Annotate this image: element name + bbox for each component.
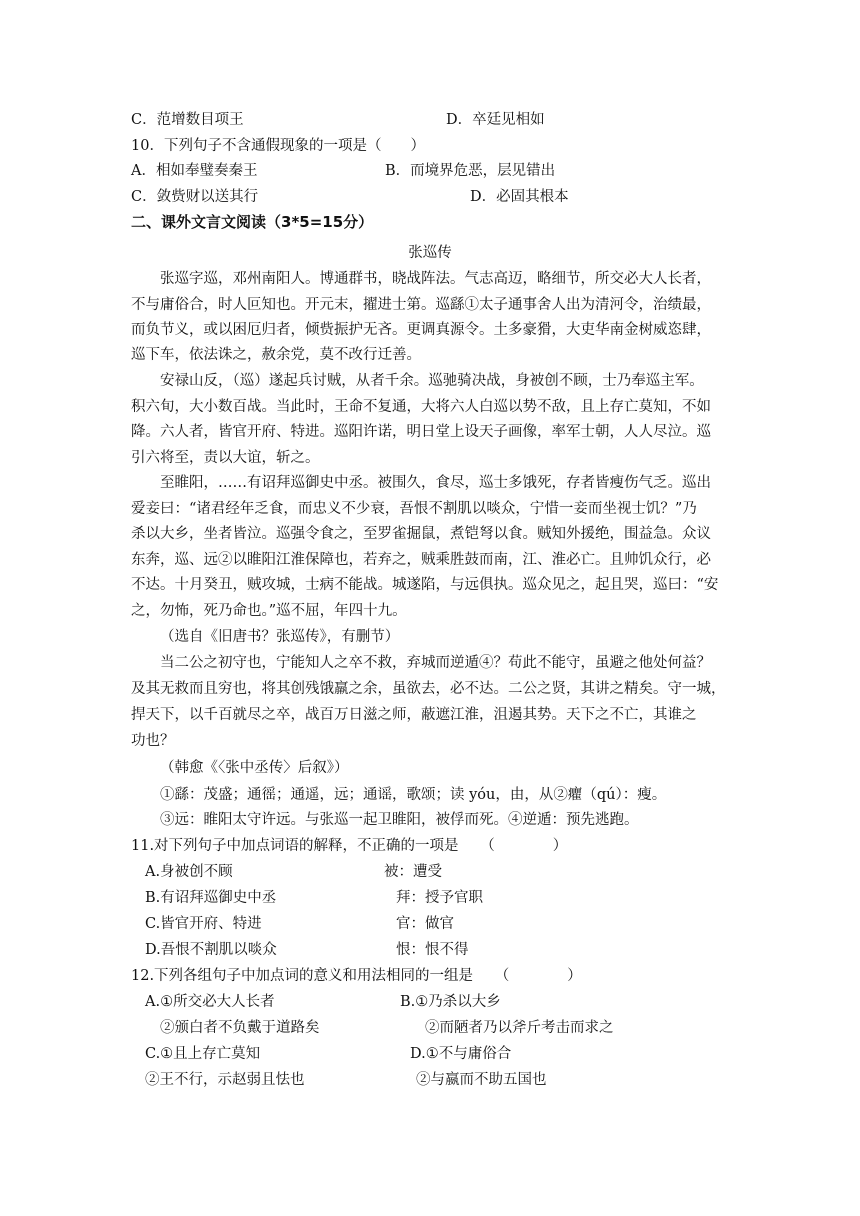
p3-line-6: 之，勿怖，死乃命也。”巡不屈，年四十九。 [131, 603, 407, 619]
q11-option-a-explanation: 被：遭受 [384, 864, 442, 880]
q9-option-c: C．范增数目项王 [131, 112, 244, 128]
q11-stem: 11.对下列句子中加点词语的解释，不正确的一项是 （ ） [131, 838, 568, 854]
p2-line-3: 降。六人者，皆官开府、特进。巡阳许诺，明日堂上设天子画像，率军士朝，人人尽泣。巡 [131, 424, 711, 440]
section-heading: 二、课外文言文阅读（3*5=15分） [131, 213, 374, 231]
p4-line-1: 当二公之初守也，宁能知人之卒不救，弃城而逆遁④？苟此不能守，虽避之他处何益？ [160, 655, 711, 671]
p4-line-2: 及其无救而且穷也，将其创残饿羸之余，虽欲去，必不达。二公之贤，其讲之精矣。守一城， [131, 681, 726, 697]
source-citation-1: （选自《旧唐书？张巡传》，有删节） [160, 629, 400, 645]
p3-line-3: 杀以大乡，坐者皆泣。巡强令食之，至罗雀掘鼠，煮铠弩以食。贼知外援绝，围益急。众议 [131, 526, 711, 542]
q11-option-a: A.身被创不顾 [145, 864, 233, 880]
q12-option-b-1: B.①乃杀以大乡 [400, 994, 501, 1010]
q12-option-a-2: ②颁白者不负戴于道路矣 [160, 1020, 320, 1036]
q12-option-c-1: C.①且上存亡莫知 [145, 1046, 261, 1062]
q12-option-b-2: ②而陋者乃以斧斤考击而求之 [425, 1020, 614, 1036]
q10-option-a: A．相如奉璧奏秦王 [131, 163, 258, 179]
q12-option-d-2: ②与嬴而不助五国也 [416, 1072, 547, 1088]
q11-option-d-explanation: 恨：恨不得 [396, 942, 469, 958]
p4-line-3: 捍天下，以千百就尽之卒，战百万日滋之师，蔽遮江淮，沮遏其势。天下之不亡，其谁之 [131, 707, 697, 723]
q12-option-a-1: A.①所交必大人长者 [145, 994, 275, 1010]
source-citation-2: （韩愈《〈张中丞传〉后叙》） [160, 760, 349, 776]
q12-option-c-2: ②王不行，示赵弱且怯也 [145, 1072, 305, 1088]
p1-line-1: 张巡字巡，邓州南阳人。博通群书，晓战阵法。气志高迈，略细节，所交必大人长者， [160, 271, 711, 287]
q11-option-c-explanation: 官：做官 [396, 916, 454, 932]
q11-option-b: B.有诏拜巡御史中丞 [145, 890, 277, 906]
footnote-1: ①繇：茂盛；通徭；通遥，远；通谣，歌颂；读 yóu，由，从②癯（qú）：瘦。 [160, 787, 667, 803]
p2-line-4: 引六将至，责以大谊，斩之。 [131, 450, 320, 466]
p1-line-2: 不与庸俗合，时人叵知也。开元末，擢进士第。巡繇①太子通事舍人出为清河令，治绩最， [131, 297, 711, 313]
q10-option-d: D．必固其根本 [470, 189, 569, 205]
q12-option-d-1: D.①不与庸俗合 [410, 1046, 512, 1062]
q12-stem: 12.下列各组句子中加点词的意义和用法相同的一组是 （ ） [131, 968, 582, 984]
q9-option-d: D．卒廷见相如 [446, 112, 545, 128]
q11-option-b-explanation: 拜：授予官职 [396, 890, 483, 906]
q10-option-b: B．而境界危恶，层见错出 [385, 163, 556, 179]
p3-line-5: 不达。十月癸丑，贼攻城，士病不能战。城遂陷，与远俱执。巡众见之，起且哭，巡曰：“安 [131, 577, 719, 593]
p1-line-4: 巡下车，依法诛之，赦余党，莫不改行迁善。 [131, 347, 421, 363]
p3-line-2: 爱妾曰：“诸君经年乏食，而忠义不少衰，吾恨不割肌以啖众，宁惜一妾而坐视士饥？”乃 [131, 501, 697, 517]
q10-stem: 10．下列句子不含通假现象的一项是（ ） [131, 138, 425, 154]
p3-line-1: 至睢阳，……有诏拜巡御史中丞。被围久，食尽，巡士多饿死，存者皆瘦伤气乏。巡出 [160, 475, 711, 491]
footnote-2: ③远：睢阳太守许远。与张巡一起卫睢阳，被俘而死。④逆遁：预先逃跑。 [160, 812, 639, 828]
p3-line-4: 东奔，巡、远②以睢阳江淮保障也，若弃之，贼乘胜鼓而南，江、淮必亡。且帅饥众行，必 [131, 552, 711, 568]
q11-option-d: D.吾恨不割肌以啖众 [145, 942, 277, 958]
q11-option-c: C.皆官开府、特进 [145, 916, 262, 932]
p2-line-2: 积六旬，大小数百战。当此时，王命不复通，大将六人白巡以势不敌，且上存亡莫知，不如 [131, 399, 711, 415]
q10-option-c: C．敛赀财以送其行 [131, 189, 259, 205]
p4-line-4: 功也？ [131, 733, 175, 749]
p1-line-3: 而负节义，或以困厄归者，倾赀振护无吝。更调真源令。土多豪猾，大吏华南金树威恣肆， [131, 322, 711, 338]
passage-title: 张巡传 [408, 245, 452, 261]
p2-line-1: 安禄山反，（巡）遂起兵讨贼，从者千余。巡驰骑决战，身被创不顾，士乃奉巡主军。 [160, 373, 704, 389]
